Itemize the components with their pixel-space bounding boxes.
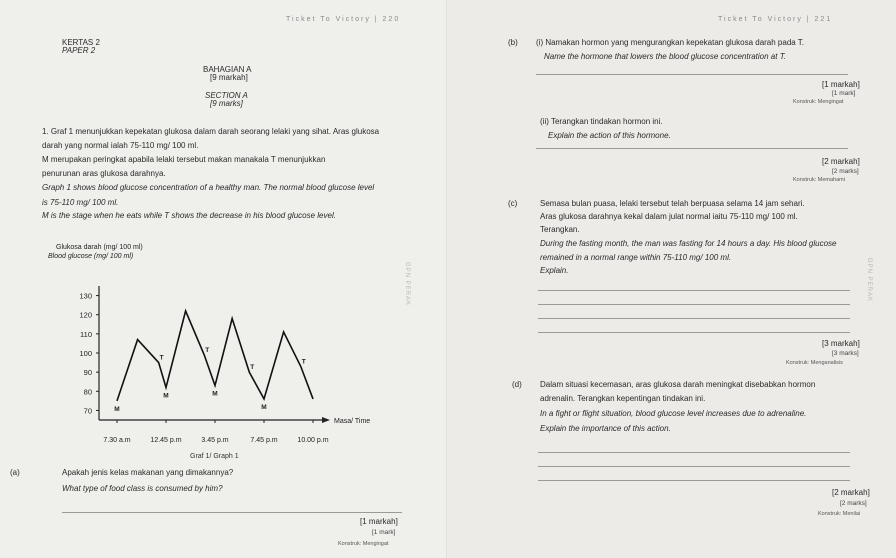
markah-label: [9 markah] xyxy=(210,73,248,82)
y-tick-label: 120 xyxy=(79,310,92,320)
answer-line[interactable] xyxy=(538,318,850,319)
q-c-mark: [3 marks] xyxy=(832,350,859,357)
q-d-ms-line: adrenalin. Terangkan kepentingan tindakan ini. xyxy=(540,394,706,403)
y-tick-label: 80 xyxy=(83,387,92,397)
y-axis-label-ms: Glukosa darah (mg/ 100 ml) xyxy=(56,244,143,251)
q-d-en-line: In a fight or flight situation, blood glucose level increases due to adrenaline. xyxy=(540,409,807,418)
q-c-en-line: Explain. xyxy=(540,266,569,275)
point-label-m: M xyxy=(163,392,169,400)
q-c-en-line: remained in a normal range within 75-110 mg/ 100 ml. xyxy=(540,253,732,262)
y-tick-label: 100 xyxy=(79,349,92,358)
paper-label: PAPER 2 xyxy=(62,46,96,55)
page-header: Ticket To Victory | 220 xyxy=(286,16,401,23)
answer-line[interactable] xyxy=(536,74,848,75)
intro-en-line: Graph 1 shows blood glucose concentration of a healthy man. The normal blood glucose level xyxy=(42,183,375,192)
point-label-m: M xyxy=(114,405,120,413)
answer-line[interactable] xyxy=(536,148,848,149)
q-c-label: (c) xyxy=(508,199,518,208)
y-tick-label: 90 xyxy=(83,368,92,378)
school-stamp: GPN PERAK xyxy=(404,262,410,307)
q-b2-markah: [2 markah] xyxy=(822,157,860,166)
x-tick-label: 10.00 p.m xyxy=(297,437,329,444)
glucose-graph xyxy=(0,236,448,466)
x-tick-label: 7.45 p.m xyxy=(250,437,278,444)
answer-line[interactable] xyxy=(538,480,850,481)
bahagian-label: BAHAGIAN A xyxy=(203,65,252,74)
q-a-ms: Apakah jenis kelas makanan yang dimakannya? xyxy=(62,468,234,477)
right-page xyxy=(404,0,896,558)
glucose-series-line xyxy=(117,311,313,401)
point-label-m: M xyxy=(212,390,218,398)
answer-line[interactable] xyxy=(538,304,850,305)
x-tick-label: 12.45 p.m xyxy=(150,437,182,444)
y-tick-label: 110 xyxy=(80,329,92,339)
page-header: Ticket To Victory | 221 xyxy=(718,16,833,23)
q-b1-mark: [1 mark] xyxy=(832,90,856,97)
answer-line[interactable] xyxy=(538,466,850,467)
q-d-label: (d) xyxy=(512,380,522,389)
y-tick-label: 70 xyxy=(83,406,92,416)
point-label-t: T xyxy=(205,346,210,354)
q-b2-en: Explain the action of this hormone. xyxy=(548,131,671,140)
point-label-m: M xyxy=(261,403,267,411)
q-d-mark: [2 marks] xyxy=(840,500,867,507)
q-c-markah: [3 markah] xyxy=(822,339,860,348)
intro-ms-line: 1. Graf 1 menunjukkan kepekatan glukosa dalam darah seorang lelaki yang sihat. Aras glukosa xyxy=(42,127,380,136)
point-label-t: T xyxy=(250,364,255,372)
point-label-t: T xyxy=(159,354,164,362)
answer-line[interactable] xyxy=(538,452,850,453)
answer-line[interactable] xyxy=(538,290,850,291)
y-axis-label-en: Blood glucose (mg/ 100 ml) xyxy=(48,253,134,260)
q-d-ms-line: Dalam situasi kecemasan, aras glukosa darah meningkat disebabkan hormon xyxy=(540,380,816,389)
marks-label: [9 marks] xyxy=(210,99,243,108)
point-label-t: T xyxy=(301,358,306,366)
intro-en-line: M is the stage when he eats while T shows the decrease in his blood glucose level. xyxy=(42,211,336,220)
y-tick-label: 130 xyxy=(79,291,92,301)
q-d-markah: [2 markah] xyxy=(832,488,870,497)
q-b2-ms: (ii) Terangkan tindakan hormon ini. xyxy=(540,117,663,126)
q-b1-en: Name the hormone that lowers the blood glucose concentration at T. xyxy=(544,52,787,61)
x-tick-label: 3.45 p.m xyxy=(201,437,229,444)
intro-ms-line: penurunan aras glukosa darahnya. xyxy=(42,169,166,178)
q-b1-konstruk: Konstruk: Mengingat xyxy=(793,99,844,105)
q-b1-markah: [1 markah] xyxy=(822,80,860,89)
graph-title: Graf 1/ Graph 1 xyxy=(190,453,239,460)
q-b2-konstruk: Konstruk: Memahami xyxy=(793,177,845,183)
x-axis-label: Masa/ Time xyxy=(334,418,371,425)
q-a-markah: [1 markah] xyxy=(360,517,398,526)
q-d-konstruk: Konstruk: Menilai xyxy=(818,511,861,517)
q-a-mark: [1 mark] xyxy=(372,529,396,536)
q-c-en-line: During the fasting month, the man was fasting for 14 hours a day. His blood glucose xyxy=(540,239,837,248)
kertas-label: KERTAS 2 xyxy=(62,38,100,47)
intro-ms-line: darah yang normal ialah 75-110 mg/ 100 ml. xyxy=(42,141,199,150)
intro-en-line: is 75-110 mg/ 100 ml. xyxy=(42,198,119,207)
school-stamp: GPN PERAK xyxy=(866,258,872,303)
q-a-label: (a) xyxy=(10,468,20,477)
answer-line[interactable] xyxy=(62,512,402,513)
q-c-ms-line: Terangkan. xyxy=(540,225,580,234)
q-c-ms-line: Aras glukosa darahnya kekal dalam julat normal iaitu 75-110 mg/ 100 ml. xyxy=(540,212,798,221)
q-c-konstruk: Konstruk: Menganalisis xyxy=(786,360,843,366)
q-d-en-line: Explain the importance of this action. xyxy=(540,424,671,433)
q-c-ms-line: Semasa bulan puasa, lelaki tersebut telah berpuasa selama 14 jam sehari. xyxy=(540,199,805,208)
answer-line[interactable] xyxy=(538,332,850,333)
section-label: SECTION A xyxy=(205,91,248,100)
q-b-label: (b) xyxy=(508,38,518,47)
q-b2-mark: [2 marks] xyxy=(832,168,859,175)
q-b1-ms: (i) Namakan hormon yang mengurangkan kepekatan glukosa darah pada T. xyxy=(536,38,805,47)
intro-ms-line: M merupakan peringkat apabila lelaki tersebut makan manakala T menunjukkan xyxy=(42,155,326,164)
x-tick-label: 7.30 a.m xyxy=(103,437,131,444)
x-axis-arrow xyxy=(322,417,330,423)
q-a-konstruk: Konstruk: Mengingat xyxy=(338,541,389,547)
q-a-en: What type of food class is consumed by him? xyxy=(62,484,223,493)
